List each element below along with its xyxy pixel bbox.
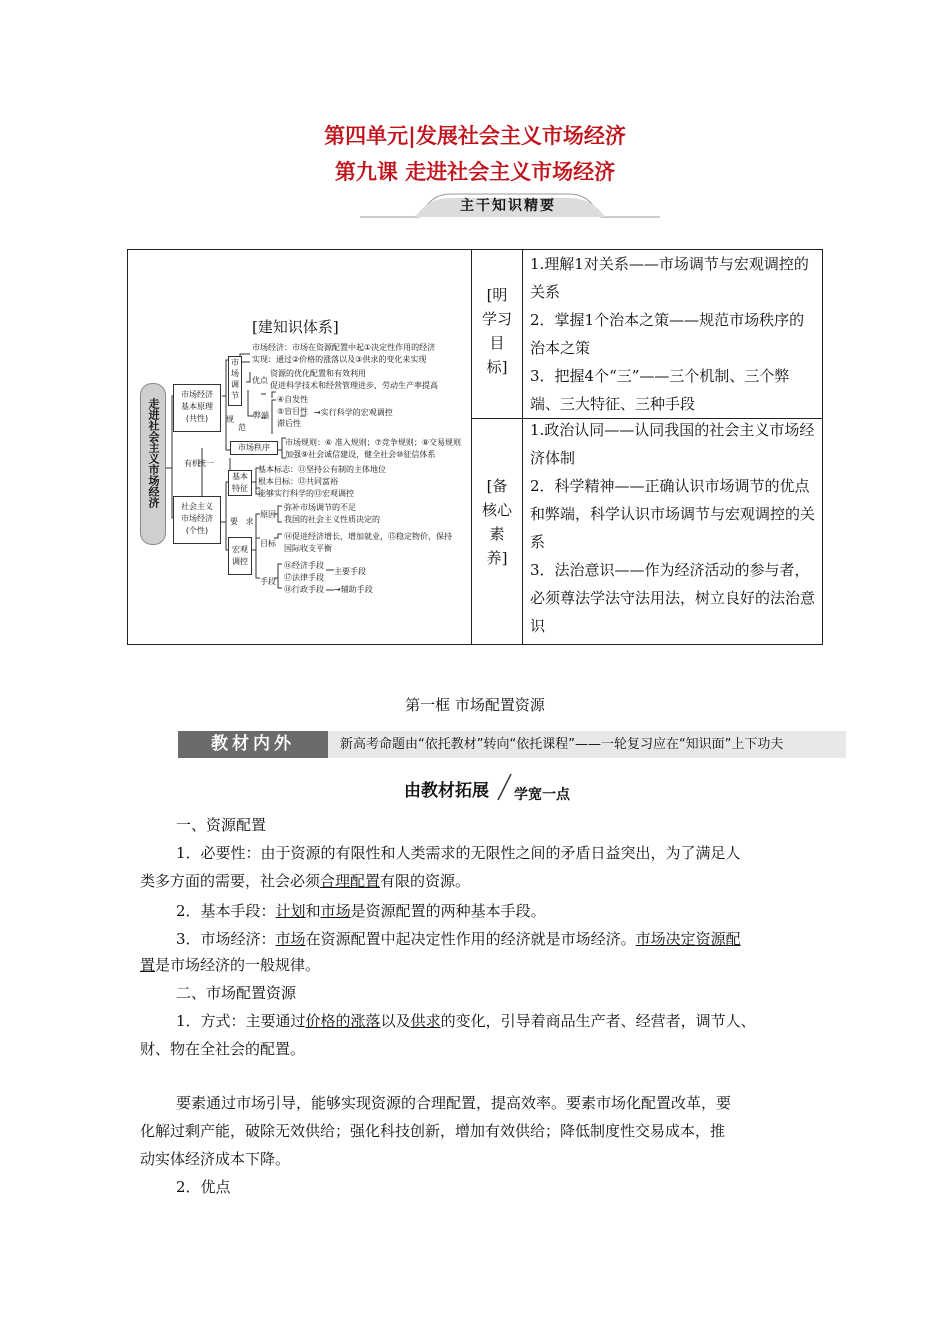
slash-divider xyxy=(495,772,515,802)
node-features: 基本 特征 xyxy=(228,470,252,496)
paragraph: 2．优点 xyxy=(176,1178,231,1196)
feature-lines: 基本标志：⑪坚持公有制的主体地位 根本目标：⑫共同富裕 能够实行科学的⑬宏观调控 xyxy=(258,465,386,498)
paragraph: 要素通过市场引导，能够实现资源的合理配置，提高效率。要素市场化配置改革，要 xyxy=(176,1094,732,1112)
lesson-title: 第九课 走进社会主义市场经济 xyxy=(334,160,616,184)
frame-title: 第一框 市场配置资源 xyxy=(405,696,545,714)
diagram-root: 走进社会主义市场经济 xyxy=(140,383,166,545)
goal-item: 2．掌握1个治本之策——规范市场秩序的治本之策 xyxy=(530,311,805,357)
heading-market-allocation: 二、市场配置资源 xyxy=(176,984,297,1002)
goal-item: 3．把握4个“三”——三个机制、三个弊端、三大特征、三种手段 xyxy=(530,367,790,413)
paragraph: 置是市场经济的一般规律。 xyxy=(140,956,321,974)
literacy-item: 3．法治意识——作为经济活动的参与者，必须尊法学法守法用法，树立良好的法治意识 xyxy=(530,561,816,635)
literacy-cell xyxy=(530,416,815,640)
means-main: 主要手段 xyxy=(334,567,366,576)
heading-resource-allocation: 一、资源配置 xyxy=(176,816,267,834)
knowledge-system-label: [建知识体系] xyxy=(252,318,339,336)
table-divider xyxy=(471,249,472,645)
label-reason: 原因 xyxy=(260,510,276,519)
literacy-item: 1.政治认同——认同我国的社会主义市场经济体制 xyxy=(530,421,815,467)
sub-banner-right: 学宽一点 xyxy=(514,787,570,803)
label-regulate: 范 xyxy=(238,423,246,432)
paragraph: 类多方面的需要，社会必须合理配置有限的资源。 xyxy=(140,872,471,890)
sub-banner-left: 由教材拓展 xyxy=(404,781,489,801)
label-unity-left: 有机 xyxy=(184,459,200,468)
row-label-goals: [明 学习 目 标] xyxy=(481,286,512,376)
table-divider xyxy=(522,249,523,645)
goal-lines: ⑭促进经济增长，增加就业，⑮稳定物价，保持 国际收支平衡 xyxy=(284,532,452,553)
paragraph: 化解过剩产能，破除无效供给；强化科技创新，增加有效供给；降低制度性交易成本，推 xyxy=(140,1122,726,1140)
means-lines: ⑯经济手段 ⑰法律手段 ⑱行政手段 xyxy=(284,561,324,594)
row-label-literacy: [备 核心 素 养] xyxy=(481,477,512,567)
label-regulate: 规 xyxy=(226,415,234,424)
paragraph: 财、物在全社会的配置。 xyxy=(140,1040,306,1058)
paragraph: 1．必要性：由于资源的有限性和人类需求的无限性之间的矛盾日益突出，为了满足人 xyxy=(176,844,741,862)
node-regulation: 市 场 调 节 xyxy=(228,356,242,406)
strip-label: 教材内外 xyxy=(178,731,328,758)
defects-lines: ④自发性 ⑤盲目性 滞后性 xyxy=(277,395,309,428)
paragraph: 3．市场经济：市场在资源配置中起决定性作用的经济就是市场经济。市场决定资源配 xyxy=(176,930,741,948)
label-means: 手段 xyxy=(260,577,276,586)
label-unity-right: 统一 xyxy=(198,459,214,468)
label-require: 要 求 xyxy=(230,517,254,526)
strip-text: 新高考命题由“依托教材”转向“依托课程”——一轮复习应在“知识面”上下功夫 xyxy=(340,737,784,752)
section-banner: 主干知识精要 xyxy=(460,198,556,214)
diagram-top-lines: 市场经济：市场在资源配置中起①决定性作用的经济 实现：通过②价格的涨落以及③供求的变化来实现 xyxy=(252,343,436,364)
label-merits: 优点 xyxy=(252,376,268,385)
means-aux: →辅助手段 xyxy=(334,585,373,594)
order-lines: 市场规则：⑥ 准入规则；⑦竞争规则；⑧交易规则 加强⑨社会诚信建设，健全社会⑩征信体系 xyxy=(285,438,462,459)
literacy-item: 2．科学精神——正确认识市场调节的优点和弊端，科学认识市场调节与宏观调控的关系 xyxy=(530,477,816,551)
reason-lines: 弥补市场调节的不足 我国的社会主义性质决定的 xyxy=(284,503,380,524)
goals-cell xyxy=(530,250,815,418)
merits-lines: 资源的优化配置和有效利用 促进科学技术和经营管理进步，劳动生产率提高 xyxy=(270,369,438,390)
label-goal: 目标 xyxy=(260,539,276,548)
label-defects: 弊端 xyxy=(253,411,269,420)
node-order: 市场秩序 xyxy=(230,441,278,455)
paragraph: 2．基本手段：计划和市场是资源配置的两种基本手段。 xyxy=(176,902,546,920)
node-macro: 宏观 调控 xyxy=(228,537,252,575)
paragraph: 1．方式：主要通过价格的涨落以及供求的变化，引导着商品生产者、经营者，调节人、 xyxy=(176,1012,756,1030)
defect-note: →实行科学的宏观调控 xyxy=(314,408,393,417)
paragraph: 动实体经济成本下降。 xyxy=(140,1150,291,1168)
unit-title: 第四单元|发展社会主义市场经济 xyxy=(324,124,626,148)
goal-item: 1.理解1对关系——市场调节与宏观调控的关系 xyxy=(530,255,809,301)
node-socialist: 社会主义 市场经济 (个性) xyxy=(173,496,221,544)
node-principle: 市场经济 基本原理 (共性) xyxy=(173,384,221,432)
